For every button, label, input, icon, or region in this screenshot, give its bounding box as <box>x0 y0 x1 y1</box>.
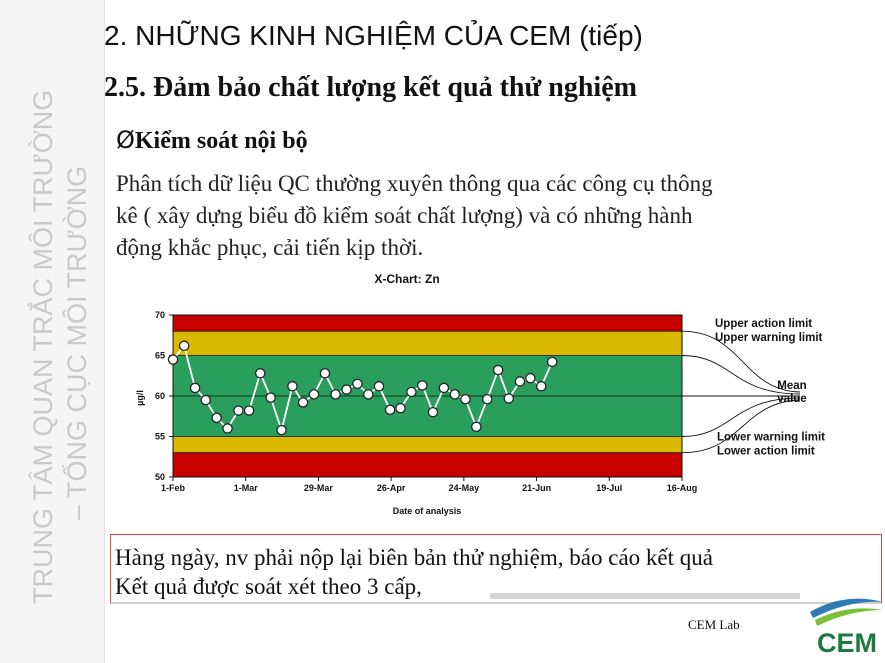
data-point <box>396 404 405 413</box>
data-point <box>515 377 524 386</box>
logo-swoosh-blue <box>810 599 883 618</box>
bullet-marker: Ø <box>116 126 135 154</box>
y-tick-label: 55 <box>154 431 165 442</box>
annotation-mean: value <box>777 393 807 405</box>
slide-subtitle: 2.5. Đảm bảo chất lượng kết quả thử nghiệm <box>104 72 637 103</box>
chart-ylabel: µg/l <box>135 390 145 406</box>
data-point <box>168 355 177 364</box>
x-tick-label: 1-Mar <box>233 483 258 493</box>
data-point <box>234 406 243 415</box>
footer-label: CEM Lab <box>688 617 740 632</box>
note-line: Kết quả được soát xét theo 3 cấp, <box>115 574 422 599</box>
x-tick-label: 26-Apr <box>376 483 406 493</box>
paragraph <box>116 168 866 264</box>
band-lower-action-zone <box>173 453 682 477</box>
data-point <box>223 424 232 433</box>
data-point <box>277 425 286 434</box>
data-point <box>364 390 373 399</box>
data-point <box>374 382 383 391</box>
sidebar-title-line2: – TỔNG CỤC MÔI TRƯỜNG <box>62 165 92 520</box>
data-point <box>407 387 416 396</box>
data-point <box>180 341 189 350</box>
data-point <box>418 381 427 390</box>
data-point <box>386 405 395 414</box>
annotation-lower-action: Lower action limit <box>717 445 815 458</box>
annotation-lower-warning: Lower warning limit <box>717 431 825 444</box>
x-tick-label: 24-May <box>448 483 480 493</box>
data-point <box>342 385 351 394</box>
data-point <box>309 390 318 399</box>
paragraph-line: động khắc phục, cải tiến kịp thời. <box>116 235 424 260</box>
data-point <box>256 369 265 378</box>
x-tick-label: 21-Jun <box>522 483 552 493</box>
data-point <box>483 395 492 404</box>
annotation-upper-action: Upper action limit <box>715 318 813 331</box>
data-point <box>472 422 481 431</box>
annotation-mean: Mean <box>777 380 807 392</box>
data-point <box>320 369 329 378</box>
data-point <box>537 382 546 391</box>
y-tick-label: 60 <box>154 391 165 401</box>
data-point <box>266 393 275 402</box>
chart-title: X-Chart: Zn <box>374 272 440 286</box>
chart-xlabel: Date of analysis <box>392 506 462 516</box>
bullet-item <box>116 126 308 155</box>
data-point <box>201 395 210 404</box>
note-line: Hàng ngày, nv phải nộp lại biên bản thử nghiệm, báo cáo kết quả <box>115 545 713 570</box>
band-upper-action-zone <box>173 315 682 331</box>
data-point <box>353 379 362 388</box>
data-point <box>428 408 437 417</box>
paragraph-line: kê ( xây dựng biểu đồ kiểm soát chất lượng) và có những hành <box>116 203 693 228</box>
data-point <box>450 390 459 399</box>
slide-title: 2. NHỮNG KINH NGHIỆM CỦA CEM (tiếp) <box>104 20 643 51</box>
data-point <box>331 390 340 399</box>
paragraph-line: Phân tích dữ liệu QC thường xuyên thông qua các công cụ thông <box>116 171 713 196</box>
data-point <box>461 395 470 404</box>
data-point <box>504 394 513 403</box>
logo-text: CEM <box>817 628 877 658</box>
data-point <box>288 382 297 391</box>
band-lower-warning-zone <box>173 437 682 453</box>
data-point <box>299 398 308 407</box>
sidebar-title-line1: TRUNG TÂM QUAN TRẮC MÔI TRƯỜNG <box>28 89 58 604</box>
x-chart <box>110 270 880 520</box>
cem-logo <box>805 590 885 663</box>
y-tick-label: 70 <box>154 310 165 320</box>
sidebar <box>0 0 105 663</box>
x-tick-label: 19-Jul <box>596 483 623 493</box>
x-tick-label: 1-Feb <box>160 483 186 493</box>
data-point <box>548 357 557 366</box>
y-tick-label: 65 <box>154 350 165 361</box>
annotation-upper-warning: Upper warning limit <box>715 332 823 345</box>
band-upper-warning-zone <box>173 331 682 355</box>
data-point <box>190 383 199 392</box>
bullet-text: Kiểm soát nội bộ <box>134 128 308 154</box>
data-point <box>526 374 535 383</box>
data-point <box>244 406 253 415</box>
data-point <box>494 365 503 374</box>
y-tick-label: 50 <box>154 472 165 482</box>
data-point <box>212 413 221 422</box>
x-tick-label: 16-Aug <box>666 483 698 493</box>
divider <box>490 593 800 599</box>
x-tick-label: 29-Mar <box>303 483 333 493</box>
data-point <box>439 383 448 392</box>
